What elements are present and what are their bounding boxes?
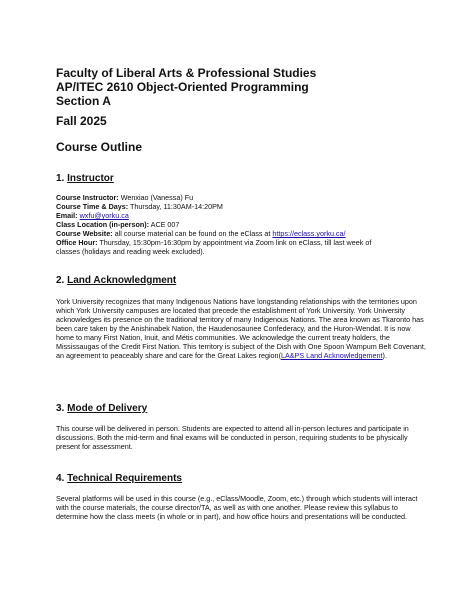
section-number: 1. bbox=[56, 173, 68, 184]
technical-body: Several platforms will be used in this course (e.g., eClass/Moodle, Zoom, etc.) through which students will interact with the course materials, the course director/TA, as well as with one another. Please review this syllabus to determine how the class meets (in whole or in part), and how office hours and presentations will be conducted. bbox=[56, 494, 418, 521]
section-number: 3. bbox=[56, 403, 68, 414]
time-row bbox=[56, 202, 426, 211]
section-heading-instructor bbox=[56, 173, 114, 184]
delivery-body: This course will be delivered in person. Students are expected to attend all in-person lectures and participate in discussions. Both the mid-term and final exams will be conducted in person, requiring students to be physically present for assessment. bbox=[56, 424, 409, 451]
section-number: 4. bbox=[56, 473, 68, 484]
office-hour-row bbox=[56, 238, 426, 247]
document-header bbox=[56, 66, 316, 108]
office-hour-value: Thursday, 15:30pm-16:30pm by appointment via Zoom link on eClass, till last week of bbox=[99, 238, 372, 247]
section-title: Technical Requirements bbox=[67, 473, 182, 484]
location-label: Class Location (in-person): bbox=[56, 220, 150, 229]
time-value: Thursday, 11:30AM-14:20PM bbox=[130, 202, 223, 211]
land-acknowledgment-text bbox=[56, 297, 426, 360]
office-hour-label: Office Hour: bbox=[56, 238, 98, 247]
land-ack-link[interactable]: LA&PS Land Acknowledgement bbox=[280, 351, 383, 360]
faculty-name: Faculty of Liberal Arts & Professional Studies bbox=[56, 66, 317, 80]
section-title: Instructor bbox=[67, 173, 114, 184]
email-link[interactable]: wxfu@yorku.ca bbox=[79, 211, 129, 220]
instructor-label: Course Instructor: bbox=[56, 193, 119, 202]
website-label: Course Website: bbox=[56, 229, 113, 238]
section-heading-technical bbox=[56, 473, 182, 484]
instructor-details bbox=[56, 193, 426, 256]
land-body: York University recognizes that many Indigenous Nations have longstanding relationships with the territories upon which York University campuses are located that precede the establishment of York University. York University acknowledges its presence on the traditional territory of many Indigenous Nations. The area known as Tkaronto has been care taken by the Anishinabek Nation, the Haudenosaunee Confederacy, and the Huron-Wendat. It is now home to many First Nation, Inuit, and Métis communities. We acknowledge the current treaty holders, the Mississaugas of the Credit First Nation. This territory is subject of the Dish with One Spoon Wampum Belt Covenant, an agreement to peaceably share and care for the Great Lakes region bbox=[56, 297, 426, 360]
location-row bbox=[56, 220, 426, 229]
section-title: Mode of Delivery bbox=[67, 403, 148, 414]
section-heading-land bbox=[56, 275, 176, 286]
website-row bbox=[56, 229, 426, 238]
instructor-row bbox=[56, 193, 426, 202]
course-section: Section A bbox=[56, 94, 111, 108]
email-label: Email: bbox=[56, 211, 78, 220]
section-heading-delivery bbox=[56, 403, 147, 414]
email-row bbox=[56, 211, 426, 220]
technical-text bbox=[56, 494, 426, 521]
course-term: Fall 2025 bbox=[56, 114, 107, 128]
course-title: AP/ITEC 2610 Object-Oriented Programming bbox=[56, 80, 309, 94]
section-number: 2. bbox=[56, 275, 68, 286]
time-label: Course Time & Days: bbox=[56, 202, 129, 211]
delivery-text bbox=[56, 424, 426, 451]
outline-heading: Course Outline bbox=[56, 140, 143, 154]
location-value: ACE 007 bbox=[150, 220, 180, 229]
paren-open: ( bbox=[278, 351, 281, 360]
website-value: all course material can be found on the eClass at bbox=[114, 229, 271, 238]
section-title: Land Acknowledgment bbox=[67, 275, 177, 286]
instructor-value: Wenxiao (Vanessa) Fu bbox=[120, 193, 194, 202]
office-hour-row-cont: classes (holidays and reading week excluded). bbox=[56, 247, 205, 256]
eclass-link[interactable]: https://eclass.yorku.ca/ bbox=[272, 229, 346, 238]
paren-close: ). bbox=[382, 351, 387, 360]
